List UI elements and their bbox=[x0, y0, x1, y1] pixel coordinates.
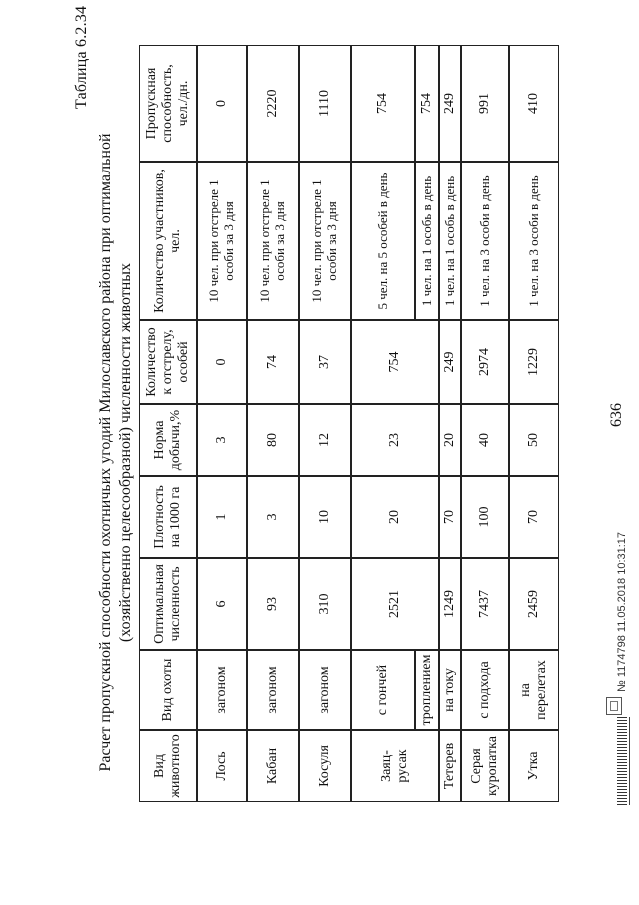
row-los-norm: 3 bbox=[197, 404, 247, 476]
header-capacity: Пропускная способность, чел./дн. bbox=[139, 45, 197, 162]
row-los-hunt: загоном bbox=[197, 650, 247, 730]
table-body bbox=[140, 44, 560, 801]
table-title-line-2: (хозяйственно целесообразной) численности животных bbox=[117, 262, 134, 643]
row-utka-participants: 1 чел. на 3 особи в день bbox=[509, 162, 559, 320]
table-number: Таблица 6.2.34 bbox=[73, 5, 90, 109]
row-los-shoot: 0 bbox=[197, 320, 247, 404]
row-utka-norm: 50 bbox=[509, 404, 559, 476]
row-teterev-norm: 20 bbox=[439, 404, 461, 476]
row-kaban-hunt: загоном bbox=[247, 650, 299, 730]
row-kuropatka-density: 100 bbox=[461, 476, 509, 558]
page-number: 636 bbox=[608, 403, 625, 427]
row-kaban-participants: 10 чел. при отстреле 1 особи за 3 дня bbox=[247, 162, 299, 320]
row-kaban-capacity: 2220 bbox=[247, 45, 299, 162]
row-kosulya-norm: 12 bbox=[299, 404, 351, 476]
row-kosulya-density: 10 bbox=[299, 476, 351, 558]
row-kaban-shoot: 74 bbox=[247, 320, 299, 404]
row-zayac-norm: 23 bbox=[351, 404, 439, 476]
row-kuropatka-shoot: 2974 bbox=[461, 320, 509, 404]
row-kuropatka-animal: Серая куропатка bbox=[461, 730, 509, 802]
row-los-participants: 10 чел. при отстреле 1 особи за 3 дня bbox=[197, 162, 247, 320]
header-density: Плотность на 1000 га bbox=[139, 476, 197, 558]
header-animal: Вид животного bbox=[139, 730, 197, 802]
row-teterev-animal: Тетерев bbox=[439, 730, 461, 802]
row-utka-capacity: 410 bbox=[509, 45, 559, 162]
row-utka-shoot: 1229 bbox=[509, 320, 559, 404]
row-los-animal: Лось bbox=[197, 730, 247, 802]
header-participants: Количество участников, чел. bbox=[139, 162, 197, 320]
row-kaban-animal: Кабан bbox=[247, 730, 299, 802]
stamp-icon bbox=[606, 697, 622, 715]
row-zayac-capacity-b: 754 bbox=[415, 45, 439, 162]
row-kosulya-capacity: 1110 bbox=[299, 45, 351, 162]
row-los-optimal: 6 bbox=[197, 558, 247, 650]
barcode-icon bbox=[617, 717, 627, 805]
row-kuropatka-optimal: 7437 bbox=[461, 558, 509, 650]
row-utka-hunt: на перелетах bbox=[509, 650, 559, 730]
row-kuropatka-hunt: с подхода bbox=[461, 650, 509, 730]
row-los-density: 1 bbox=[197, 476, 247, 558]
row-kosulya-shoot: 37 bbox=[299, 320, 351, 404]
header-shoot-count: Количество к отстрелу, особей bbox=[139, 320, 197, 404]
row-zayac-capacity-a: 754 bbox=[351, 45, 415, 162]
row-kosulya-hunt: загоном bbox=[299, 650, 351, 730]
row-zayac-animal: Заяц-русак bbox=[351, 730, 439, 802]
row-teterev-density: 70 bbox=[439, 476, 461, 558]
row-zayac-hunt-b: троплением bbox=[415, 650, 439, 730]
row-kosulya-optimal: 310 bbox=[299, 558, 351, 650]
row-zayac-shoot: 754 bbox=[351, 320, 439, 404]
row-teterev-optimal: 1249 bbox=[439, 558, 461, 650]
row-zayac-optimal: 2521 bbox=[351, 558, 439, 650]
row-kaban-norm: 80 bbox=[247, 404, 299, 476]
document-number: № 1174798 11.05.2018 10:31:17 bbox=[616, 531, 628, 692]
row-los-capacity: 0 bbox=[197, 45, 247, 162]
row-teterev-participants: 1 чел. на 1 особь в день bbox=[439, 162, 461, 320]
row-teterev-capacity: 249 bbox=[439, 45, 461, 162]
row-teterev-hunt: на току bbox=[439, 650, 461, 730]
row-kuropatka-norm: 40 bbox=[461, 404, 509, 476]
header-hunt: Вид охоты bbox=[139, 650, 197, 730]
row-kaban-density: 3 bbox=[247, 476, 299, 558]
row-kosulya-animal: Косуля bbox=[299, 730, 351, 802]
row-teterev-shoot: 249 bbox=[439, 320, 461, 404]
row-zayac-hunt-a: с гончей bbox=[351, 650, 415, 730]
row-zayac-density: 20 bbox=[351, 476, 439, 558]
row-kuropatka-capacity: 991 bbox=[461, 45, 509, 162]
header-optimal: Оптимальная численность bbox=[139, 558, 197, 650]
row-kaban-optimal: 93 bbox=[247, 558, 299, 650]
row-zayac-participants-a: 5 чел. на 5 особей в день bbox=[351, 162, 415, 320]
barcode-underline bbox=[629, 717, 630, 805]
table-title-line-1: Расчет пропускной способности охотничьих угодий Милославского района при оптимальной bbox=[97, 133, 114, 772]
row-zayac-participants-b: 1 чел. на 1 особь в день bbox=[415, 162, 439, 320]
row-kuropatka-participants: 1 чел. на 3 особи в день bbox=[461, 162, 509, 320]
row-kosulya-participants: 10 чел. при отстреле 1 особи за 3 дня bbox=[299, 162, 351, 320]
row-utka-density: 70 bbox=[509, 476, 559, 558]
row-utka-optimal: 2459 bbox=[509, 558, 559, 650]
row-utka-animal: Утка bbox=[509, 730, 559, 802]
header-norm: Норма добычи,% bbox=[139, 404, 197, 476]
